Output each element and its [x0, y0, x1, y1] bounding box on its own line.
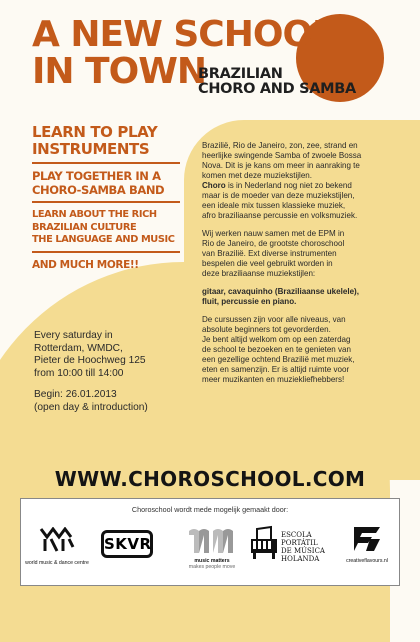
schedule-line: Every saturday in [34, 330, 113, 341]
headline-line-1: A NEW SCHOOL [32, 14, 334, 55]
paragraph-choro [202, 181, 406, 221]
headline-line-2: IN TOWN [32, 51, 207, 92]
text-line: Nova. Dit is je kans om meer in aanraking te [202, 161, 360, 170]
text-line: Rio de Janeiro, de grootste choroschool [202, 239, 345, 248]
paragraph-instruments [202, 287, 406, 307]
text-line: absolute beginners tot gevorderden. [202, 325, 331, 334]
music-matters-logo [177, 527, 247, 570]
choro-emphasis: Choro [202, 181, 226, 190]
feature-text: LEARN ABOUT THE RICH [32, 209, 157, 220]
schedule-info [34, 330, 194, 414]
text-line [202, 181, 406, 191]
paragraph-levels [202, 315, 406, 385]
subheadline [198, 67, 356, 97]
feature-text: THE LANGUAGE AND MUSIC [32, 234, 175, 245]
website-link[interactable]: WWW.CHOROSCHOOL.COM [54, 467, 366, 491]
feature-text: CHORO-SAMBA BAND [32, 182, 165, 197]
text-line: meer muzikanten en muziekliefhebbers! [202, 375, 345, 384]
feature-item-band [32, 170, 180, 203]
text-line: bespelen die veel gebruikt worden in [202, 259, 333, 268]
subheadline-line-1: BRAZILIAN [198, 66, 283, 82]
text-line: fluit, percussie en piano. [202, 297, 297, 306]
skvr-logo: SKVR [101, 530, 153, 558]
text-line: heerlijke swingende Samba of zwoele Bossa [202, 151, 362, 160]
text-line: gitaar, cavaquinho (Braziliaanse ukelele), [202, 287, 359, 296]
text-line: de school te bezoeken en te genieten van [202, 345, 351, 354]
text-line: van Brazilië. Ext diverse instrumenten [202, 249, 337, 258]
mm-tagline: makes people move [188, 564, 236, 570]
escola-line: ESCOLA PORTÁTIL [281, 531, 318, 547]
text-line: maar is de moeder van deze muziekstijlen, [202, 191, 355, 200]
escola-text [281, 531, 333, 563]
feature-text: LEARN TO PLAY [32, 123, 158, 141]
text-line: een gezellige ochtend Brazilië met muziek, [202, 355, 355, 364]
piano-icon [249, 525, 279, 559]
text-line: eten en samenzijn. Er is altijd ruimte voor [202, 365, 350, 374]
paragraph-epm [202, 229, 406, 279]
wmdc-logo [25, 527, 89, 566]
feature-item-instruments [32, 124, 180, 164]
text-line: Brazilië, Rio de Janeiro, zon, zee, strand en [202, 141, 358, 150]
text-line: is in Nederland nog niet zo bekend [225, 181, 352, 190]
text-line: Je bent altijd welkom om op een zaterdag [202, 335, 351, 344]
mm-title: music matters [194, 558, 230, 564]
feature-list [32, 124, 180, 281]
cf-mark-icon [352, 525, 382, 553]
escola-line: DE MÚSICA [281, 547, 325, 555]
feature-text: PLAY TOGETHER IN A [32, 169, 161, 183]
cf-caption: creativeflavours.nl [346, 558, 388, 564]
schedule-line: Rotterdam, WMDC, [34, 342, 123, 354]
feature-text: INSTRUMENTS [32, 140, 150, 158]
escola-line: HOLANDA [281, 555, 320, 563]
mm-mark-icon [187, 527, 237, 553]
feature-text: BRAZILIAN CULTURE [32, 221, 137, 233]
text-line: komen met deze muziekstijlen. [202, 171, 313, 180]
schedule-line: (open day & introduction) [34, 401, 148, 413]
wmdc-mark-icon [37, 527, 77, 555]
text-line: De cursussen zijn voor alle niveaus, van [202, 315, 346, 324]
schedule-line: from 10:00 till 14:00 [34, 367, 124, 379]
schedule-line: Pieter de Hoochweg 125 [34, 355, 146, 366]
text-line: deze braziliaanse muziekstijlen: [202, 269, 316, 278]
subheadline-line-2: CHORO AND SAMBA [198, 81, 356, 97]
feature-item-culture [32, 209, 180, 253]
wmdc-caption: world music & dance centre [25, 560, 89, 566]
body-text [202, 141, 406, 393]
start-date: Begin: 26.01.2013 [34, 389, 117, 400]
sponsor-box [20, 498, 400, 586]
paragraph-intro [202, 141, 406, 181]
text-line: Wij werken nauw samen met de EPM in [202, 229, 345, 238]
feature-text: AND MUCH MORE!! [32, 258, 139, 271]
sponsor-caption: Choroschool wordt mede mogelijk gemaakt door: [131, 505, 289, 514]
feature-item-more [32, 259, 180, 275]
text-line: afro braziliaanse percussie en volksmuziek. [202, 211, 358, 220]
creativeflavours-logo [337, 525, 397, 564]
text-line: een ideale mix tussen klassieke muziek, [202, 201, 346, 210]
